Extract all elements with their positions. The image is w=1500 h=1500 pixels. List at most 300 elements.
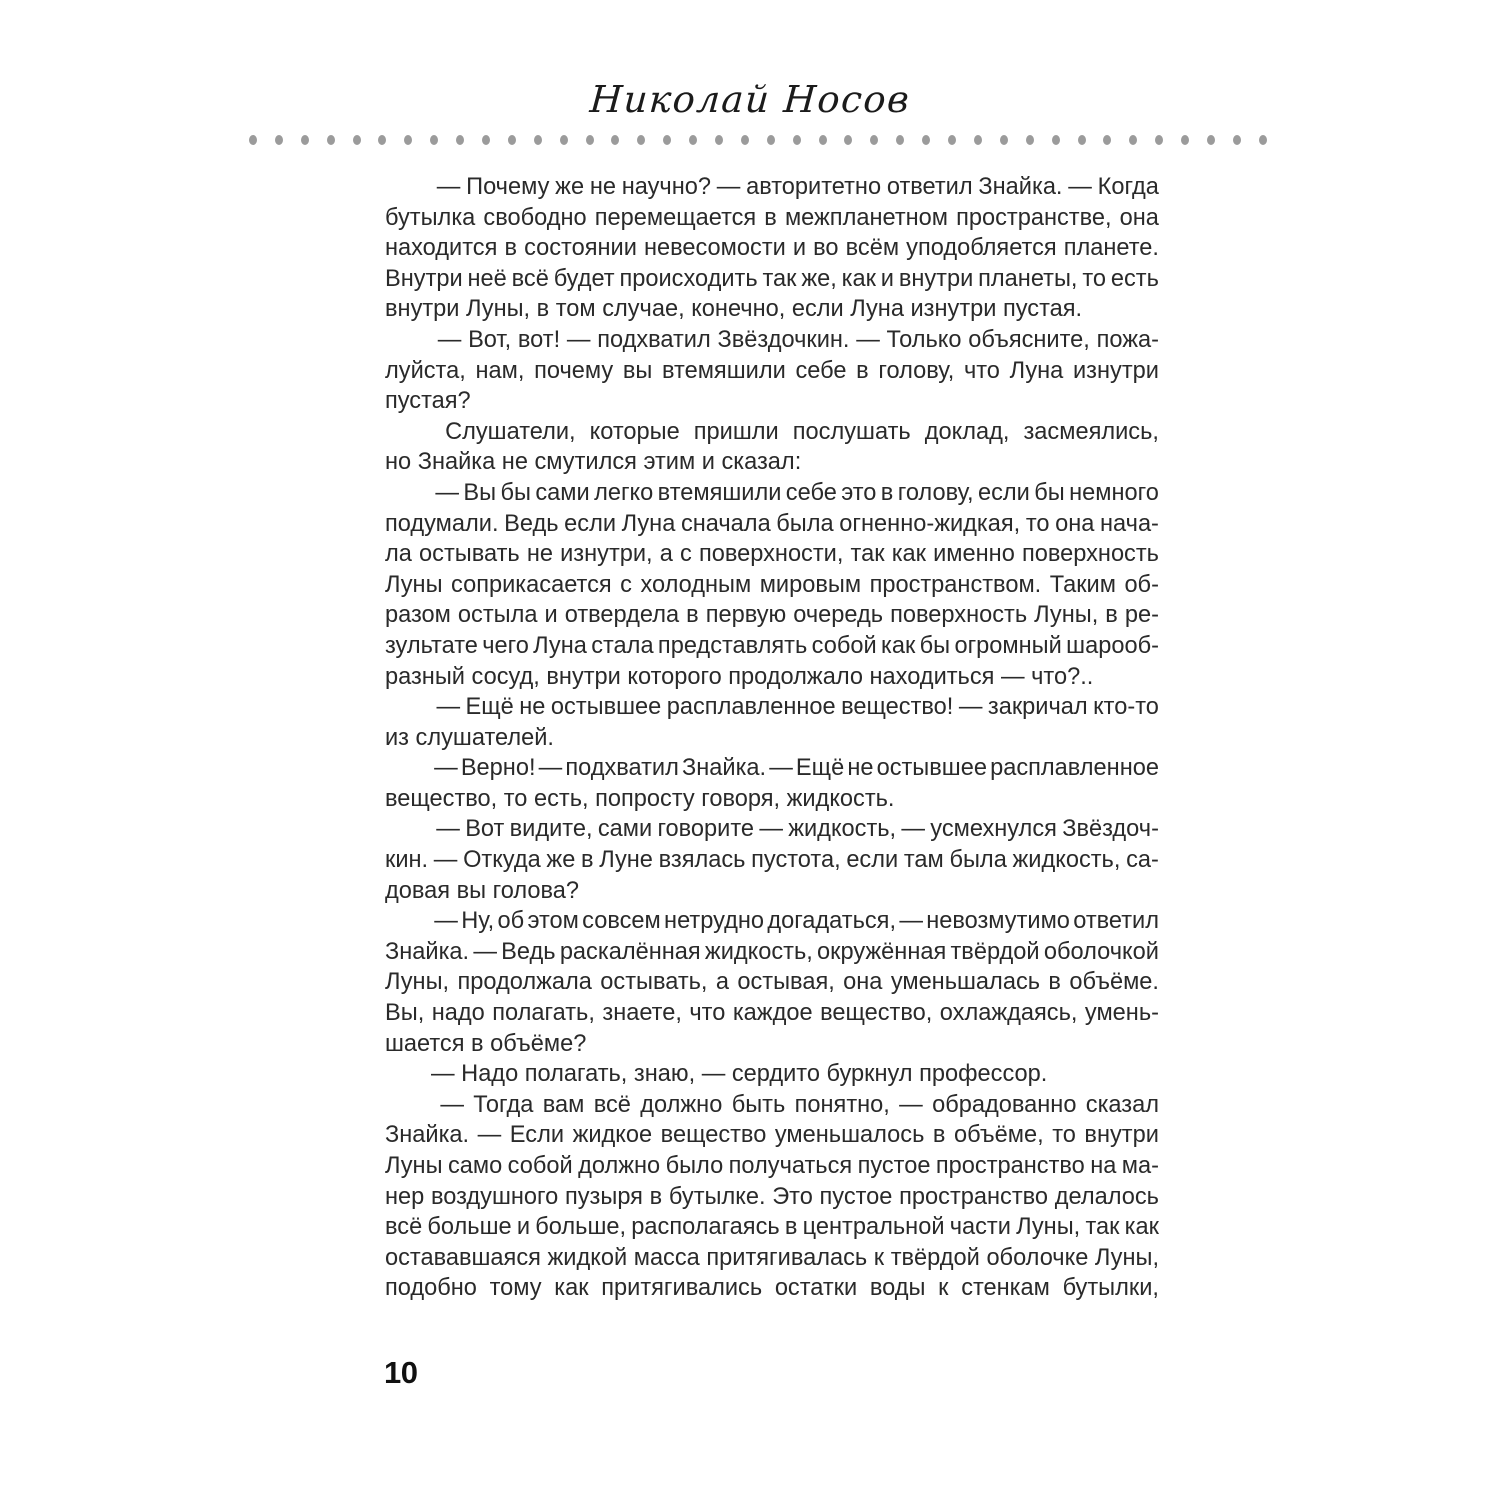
word: и <box>544 602 558 629</box>
divider-dot <box>741 135 749 145</box>
word: сами <box>597 816 653 843</box>
word: ответил <box>886 174 973 200</box>
divider-dot <box>353 135 361 145</box>
word: — <box>769 755 793 782</box>
word: там <box>903 847 944 874</box>
divider-dot <box>534 135 542 145</box>
word: охлаждаясь, <box>939 1000 1078 1027</box>
word: понятно, <box>794 1091 890 1118</box>
word: Тогда <box>473 1091 534 1118</box>
text-line <box>385 539 1159 570</box>
word: твёрдой <box>890 1244 980 1271</box>
word: Ведь <box>501 938 556 965</box>
word: а <box>715 969 729 996</box>
word: са- <box>1126 847 1159 874</box>
page-number: 10 <box>384 1355 418 1390</box>
word: есть <box>1110 265 1159 292</box>
word: холодным <box>640 571 752 598</box>
word: в <box>1048 969 1061 996</box>
first-line-indent <box>385 692 431 723</box>
word: зультате <box>385 632 478 659</box>
word: же, <box>801 265 837 292</box>
word: в <box>856 357 869 384</box>
word: пространство <box>935 1153 1085 1179</box>
word: засмеялись, <box>1023 418 1159 445</box>
word: свободно <box>483 204 587 231</box>
divider-dot <box>482 135 490 145</box>
word: должно <box>578 1153 661 1179</box>
text-line <box>385 814 1159 845</box>
word: само <box>447 1153 503 1179</box>
divider-dot <box>922 135 930 145</box>
word: — <box>958 694 983 721</box>
body-paragraph <box>385 814 1159 906</box>
word: во <box>813 235 839 262</box>
word: Откуда <box>463 847 541 874</box>
body-paragraph <box>385 1090 1159 1304</box>
word: тому <box>489 1275 542 1302</box>
word: — <box>435 479 459 506</box>
word: Знайка. <box>385 938 470 965</box>
word: — <box>440 1091 464 1118</box>
word: на <box>1090 1153 1117 1179</box>
word: находится <box>385 235 498 262</box>
word: остывшее <box>876 755 987 782</box>
word: что <box>963 357 1000 384</box>
word: сами <box>535 479 590 506</box>
word: что <box>689 1000 726 1027</box>
running-head <box>0 78 1500 121</box>
divider-dot <box>1078 135 1086 145</box>
word: поверхность <box>1021 541 1159 568</box>
word: Верно! <box>460 755 536 782</box>
word: вот! <box>517 326 561 353</box>
word: бы <box>1034 479 1065 506</box>
word: изнутри, <box>560 541 653 568</box>
word: Если <box>509 1122 565 1149</box>
text-line <box>385 967 1159 998</box>
word: в <box>764 204 777 231</box>
word: как <box>891 541 926 568</box>
line-text: разный сосуд, внутри которого продолжало находиться — что?.. <box>385 663 1094 690</box>
text-line <box>385 447 1159 478</box>
word: в <box>932 1122 946 1149</box>
word: жидкость, <box>788 816 897 843</box>
word: вам <box>542 1091 585 1118</box>
word: почему <box>534 357 614 384</box>
divider-dot <box>715 135 723 145</box>
text-line <box>385 203 1159 234</box>
word: надо <box>431 1000 485 1027</box>
word: не <box>526 541 553 568</box>
word: пузыря <box>564 1183 643 1210</box>
word: огромный <box>954 632 1062 659</box>
word: была <box>776 510 834 537</box>
word: так <box>762 265 797 292</box>
word: взялась <box>658 847 746 874</box>
divider-dot <box>1103 135 1111 145</box>
text-line <box>385 600 1159 631</box>
word: соприкасается <box>451 571 612 598</box>
divider-dot <box>637 135 645 145</box>
word: поверхность <box>890 602 1028 629</box>
word: первую <box>705 602 787 629</box>
word: — <box>473 938 497 965</box>
word: стенкам <box>961 1275 1050 1302</box>
word: Луны, <box>1094 1244 1159 1271</box>
divider-dot <box>508 135 516 145</box>
word: так <box>850 541 885 568</box>
divider-dot <box>1233 135 1241 145</box>
line-text: но Знайка не смутился этим и сказал: <box>385 449 802 476</box>
word: — <box>436 174 461 200</box>
word: говорите <box>657 816 755 843</box>
line-text: довая вы голова? <box>385 877 580 904</box>
word: изнутри <box>1073 357 1159 384</box>
word: научно? <box>621 174 711 200</box>
word: остывшее <box>550 694 662 721</box>
word: состоянии <box>524 235 637 262</box>
word: подумали. <box>385 510 499 537</box>
word: Луны <box>385 1153 443 1179</box>
word: — <box>436 816 460 843</box>
word: — <box>434 755 458 782</box>
divider-dot <box>870 135 878 145</box>
word: в <box>649 1183 663 1210</box>
word: ма- <box>1121 1153 1159 1179</box>
word: ла <box>385 541 412 568</box>
word: доклад, <box>924 418 1010 445</box>
divider-dot <box>275 135 283 145</box>
first-line-indent <box>385 814 431 845</box>
text-line <box>385 906 1159 937</box>
word: — <box>899 908 923 935</box>
word: больше, <box>535 1214 627 1241</box>
word: Только <box>886 326 962 353</box>
word: к <box>938 1275 949 1302</box>
first-line-indent <box>385 325 431 356</box>
word: было <box>665 1153 724 1179</box>
dotted-divider <box>249 133 1267 147</box>
text-line <box>385 937 1159 968</box>
word: к <box>873 1244 885 1271</box>
text-line <box>385 1029 1159 1060</box>
word: пустое <box>819 1183 893 1210</box>
word: — <box>716 174 741 200</box>
word: бы <box>919 632 951 659</box>
word: авторитетно <box>746 174 882 200</box>
word: — <box>566 326 591 353</box>
word: огненно-жидкая, <box>839 510 1021 537</box>
word: всё <box>511 265 549 292</box>
word: собой <box>507 1153 573 1179</box>
text-line <box>385 417 1159 448</box>
word: воды <box>869 1275 926 1302</box>
text-line <box>385 662 1159 693</box>
word: а <box>659 541 673 568</box>
word: бы <box>500 479 531 506</box>
divider-dot <box>560 135 568 145</box>
text-line <box>385 233 1159 264</box>
word: же <box>555 174 585 200</box>
word: Это <box>772 1183 813 1210</box>
word: объёме, <box>954 1122 1044 1149</box>
line-text: пустая? <box>385 388 471 415</box>
word: Внутри <box>385 265 463 292</box>
word: если <box>977 479 1030 506</box>
word: была <box>949 847 1007 874</box>
divider-dot <box>767 135 775 145</box>
word: жидкой <box>547 1244 628 1271</box>
word: — <box>759 816 783 843</box>
divider-dot <box>1155 135 1163 145</box>
text-line <box>385 631 1159 662</box>
word: Таким <box>1049 571 1116 598</box>
divider-dot <box>327 135 335 145</box>
word: нача- <box>1100 510 1159 537</box>
word: нер <box>385 1183 425 1210</box>
word: уменьшалось <box>774 1122 925 1149</box>
word: нетрудно <box>664 908 765 935</box>
word: вещество, <box>820 1000 933 1027</box>
word: будет <box>553 265 615 292</box>
word: Ну, <box>461 908 495 935</box>
word: Ещё <box>465 694 514 721</box>
word: с <box>680 541 692 568</box>
word: как <box>554 1275 589 1302</box>
word: умень- <box>1084 1000 1159 1027</box>
word: уменьшалась <box>890 969 1041 996</box>
body-text-column <box>385 172 1159 1304</box>
word: Ещё <box>795 755 845 782</box>
word: немного <box>1069 479 1159 506</box>
word: невозмутимо <box>926 908 1070 935</box>
word: масса <box>633 1244 700 1271</box>
word: представлять <box>657 632 808 659</box>
divider-dot <box>1259 135 1267 145</box>
word: как <box>841 265 876 292</box>
divider-dot <box>586 135 594 145</box>
word: бутылке. <box>668 1183 766 1210</box>
word: послушать <box>792 418 911 445</box>
word: с <box>620 571 632 598</box>
word: внутри <box>1084 1122 1159 1149</box>
word: Луны, <box>1034 602 1099 629</box>
word: располагаясь <box>631 1214 780 1241</box>
word: догадаться, <box>767 908 897 935</box>
word: полагать, <box>492 1000 595 1027</box>
word: должно <box>640 1091 723 1118</box>
word: остывать <box>419 541 520 568</box>
word: больше <box>427 1214 512 1241</box>
first-line-indent <box>385 417 431 448</box>
divider-dot <box>689 135 697 145</box>
word: быть <box>731 1091 786 1118</box>
word: перемещается <box>594 204 757 231</box>
word: знаете, <box>602 1000 682 1027</box>
first-line-indent <box>385 753 431 784</box>
word: она <box>1055 510 1095 537</box>
word: так <box>1085 1214 1120 1241</box>
divider-dot <box>1052 135 1060 145</box>
divider-dot <box>793 135 801 145</box>
body-paragraph <box>385 692 1159 753</box>
word: втемяшили <box>657 479 782 506</box>
word: сначала <box>680 510 771 537</box>
word: поверхности, <box>698 541 844 568</box>
line-text: шается в объёме? <box>385 1030 587 1057</box>
word: себе <box>785 479 837 506</box>
word: Ведь <box>504 510 559 537</box>
text-line <box>385 478 1159 509</box>
word: продолжала <box>457 969 592 996</box>
word: остыла <box>457 602 538 629</box>
divider-dot <box>1207 135 1215 145</box>
word: и <box>880 265 894 292</box>
line-text: внутри Луны, в том случае, конечно, если Луна изнутри пустая. <box>385 296 1083 323</box>
divider-dot <box>896 135 904 145</box>
word: в <box>504 235 517 262</box>
word: — <box>434 908 458 935</box>
word: объёме. <box>1069 969 1159 996</box>
divider-dot <box>430 135 438 145</box>
word: каждое <box>732 1000 813 1027</box>
word: Когда <box>1097 174 1159 200</box>
word: жидкость, <box>1012 847 1121 874</box>
body-paragraph <box>385 906 1159 1059</box>
word: которые <box>589 418 680 445</box>
word: оболочке <box>986 1244 1089 1271</box>
text-line <box>385 356 1159 387</box>
word: остававшаяся <box>385 1244 541 1271</box>
word: пустота, <box>751 847 841 874</box>
word: как <box>880 632 916 659</box>
text-line <box>385 264 1159 295</box>
word: мировым <box>759 571 862 598</box>
body-paragraph <box>385 1059 1159 1090</box>
divider-dot <box>404 135 412 145</box>
word: чего <box>482 632 529 659</box>
text-line <box>385 325 1159 356</box>
divider-dot <box>948 135 956 145</box>
word: расплавленное <box>990 755 1159 782</box>
word: шарооб- <box>1066 632 1159 659</box>
text-line <box>385 1212 1159 1243</box>
word: в <box>1105 602 1118 629</box>
word: кин. <box>385 847 429 874</box>
divider-dot <box>1181 135 1189 145</box>
first-line-indent <box>385 478 431 509</box>
word: вещество <box>660 1122 767 1149</box>
line-text: — Надо полагать, знаю, — сердито буркнул профессор. <box>431 1061 1048 1088</box>
word: — <box>901 816 925 843</box>
word: Знайка. <box>682 755 767 782</box>
text-line <box>385 1273 1159 1304</box>
word: обрадованно <box>932 1091 1077 1118</box>
first-line-indent <box>385 906 431 937</box>
word: — <box>436 694 461 721</box>
word: отвердела <box>564 602 680 629</box>
word: Луне <box>599 847 653 874</box>
body-paragraph <box>385 753 1159 814</box>
word: если <box>846 847 899 874</box>
word: центральной <box>802 1214 945 1241</box>
first-line-indent <box>385 1090 431 1121</box>
word: пришли <box>693 418 779 445</box>
word: пространство <box>899 1183 1049 1210</box>
word: межпланетном <box>784 204 949 231</box>
word: объясните, <box>968 326 1090 353</box>
body-paragraph <box>385 417 1159 478</box>
word: стала <box>591 632 654 659</box>
text-line <box>385 1151 1159 1182</box>
word: Звёздоч- <box>1062 816 1159 843</box>
word: не <box>519 694 546 721</box>
word: Слушатели, <box>445 418 576 445</box>
text-line <box>385 1059 1159 1090</box>
word: Луна <box>1009 357 1064 384</box>
divider-dot <box>844 135 852 145</box>
word: совсем <box>582 908 661 935</box>
word: видите, <box>509 816 593 843</box>
word: получаться <box>728 1153 853 1179</box>
word: — <box>433 847 458 874</box>
text-line <box>385 998 1159 1029</box>
word: подхватил <box>565 755 679 782</box>
word: бутылка <box>385 204 476 231</box>
word: вещество! <box>841 694 954 721</box>
word: усмехнулся <box>930 816 1057 843</box>
divider-dot <box>1026 135 1034 145</box>
word: Вот <box>465 816 505 843</box>
text-line <box>385 294 1159 325</box>
text-line <box>385 692 1159 723</box>
word: ответил <box>1073 908 1159 935</box>
word: остывая, <box>737 969 835 996</box>
word: Знайка. <box>978 174 1063 200</box>
word: оболочкой <box>1043 938 1159 965</box>
word: делалось <box>1054 1183 1159 1210</box>
word: Луны, <box>385 969 450 996</box>
word: подхватил <box>597 326 711 353</box>
body-paragraph <box>385 325 1159 417</box>
word: всём <box>845 235 900 262</box>
text-line <box>385 753 1159 784</box>
word: расплавленное <box>666 694 836 721</box>
word: жидкость, <box>704 938 813 965</box>
word: — <box>899 1091 923 1118</box>
text-line <box>385 784 1159 815</box>
word: пространстве, <box>956 204 1112 231</box>
word: голову, <box>878 357 955 384</box>
word: пространством. <box>869 571 1042 598</box>
word: себе <box>795 357 847 384</box>
word: не <box>589 174 616 200</box>
word: окружённая <box>817 938 947 965</box>
word: Вы, <box>385 1000 425 1027</box>
divider-dot <box>378 135 386 145</box>
word: невесомости <box>643 235 786 262</box>
word: части <box>949 1214 1011 1241</box>
divider-dot <box>663 135 671 145</box>
word: Звёздочкин. <box>717 326 850 353</box>
word: разом <box>385 602 451 629</box>
line-text: вещество, то есть, попросту говоря, жидкость. <box>385 785 895 812</box>
word: это <box>841 479 877 506</box>
word: остатки <box>774 1275 858 1302</box>
word: Почему <box>466 174 550 200</box>
word: притягивалась <box>706 1244 868 1271</box>
